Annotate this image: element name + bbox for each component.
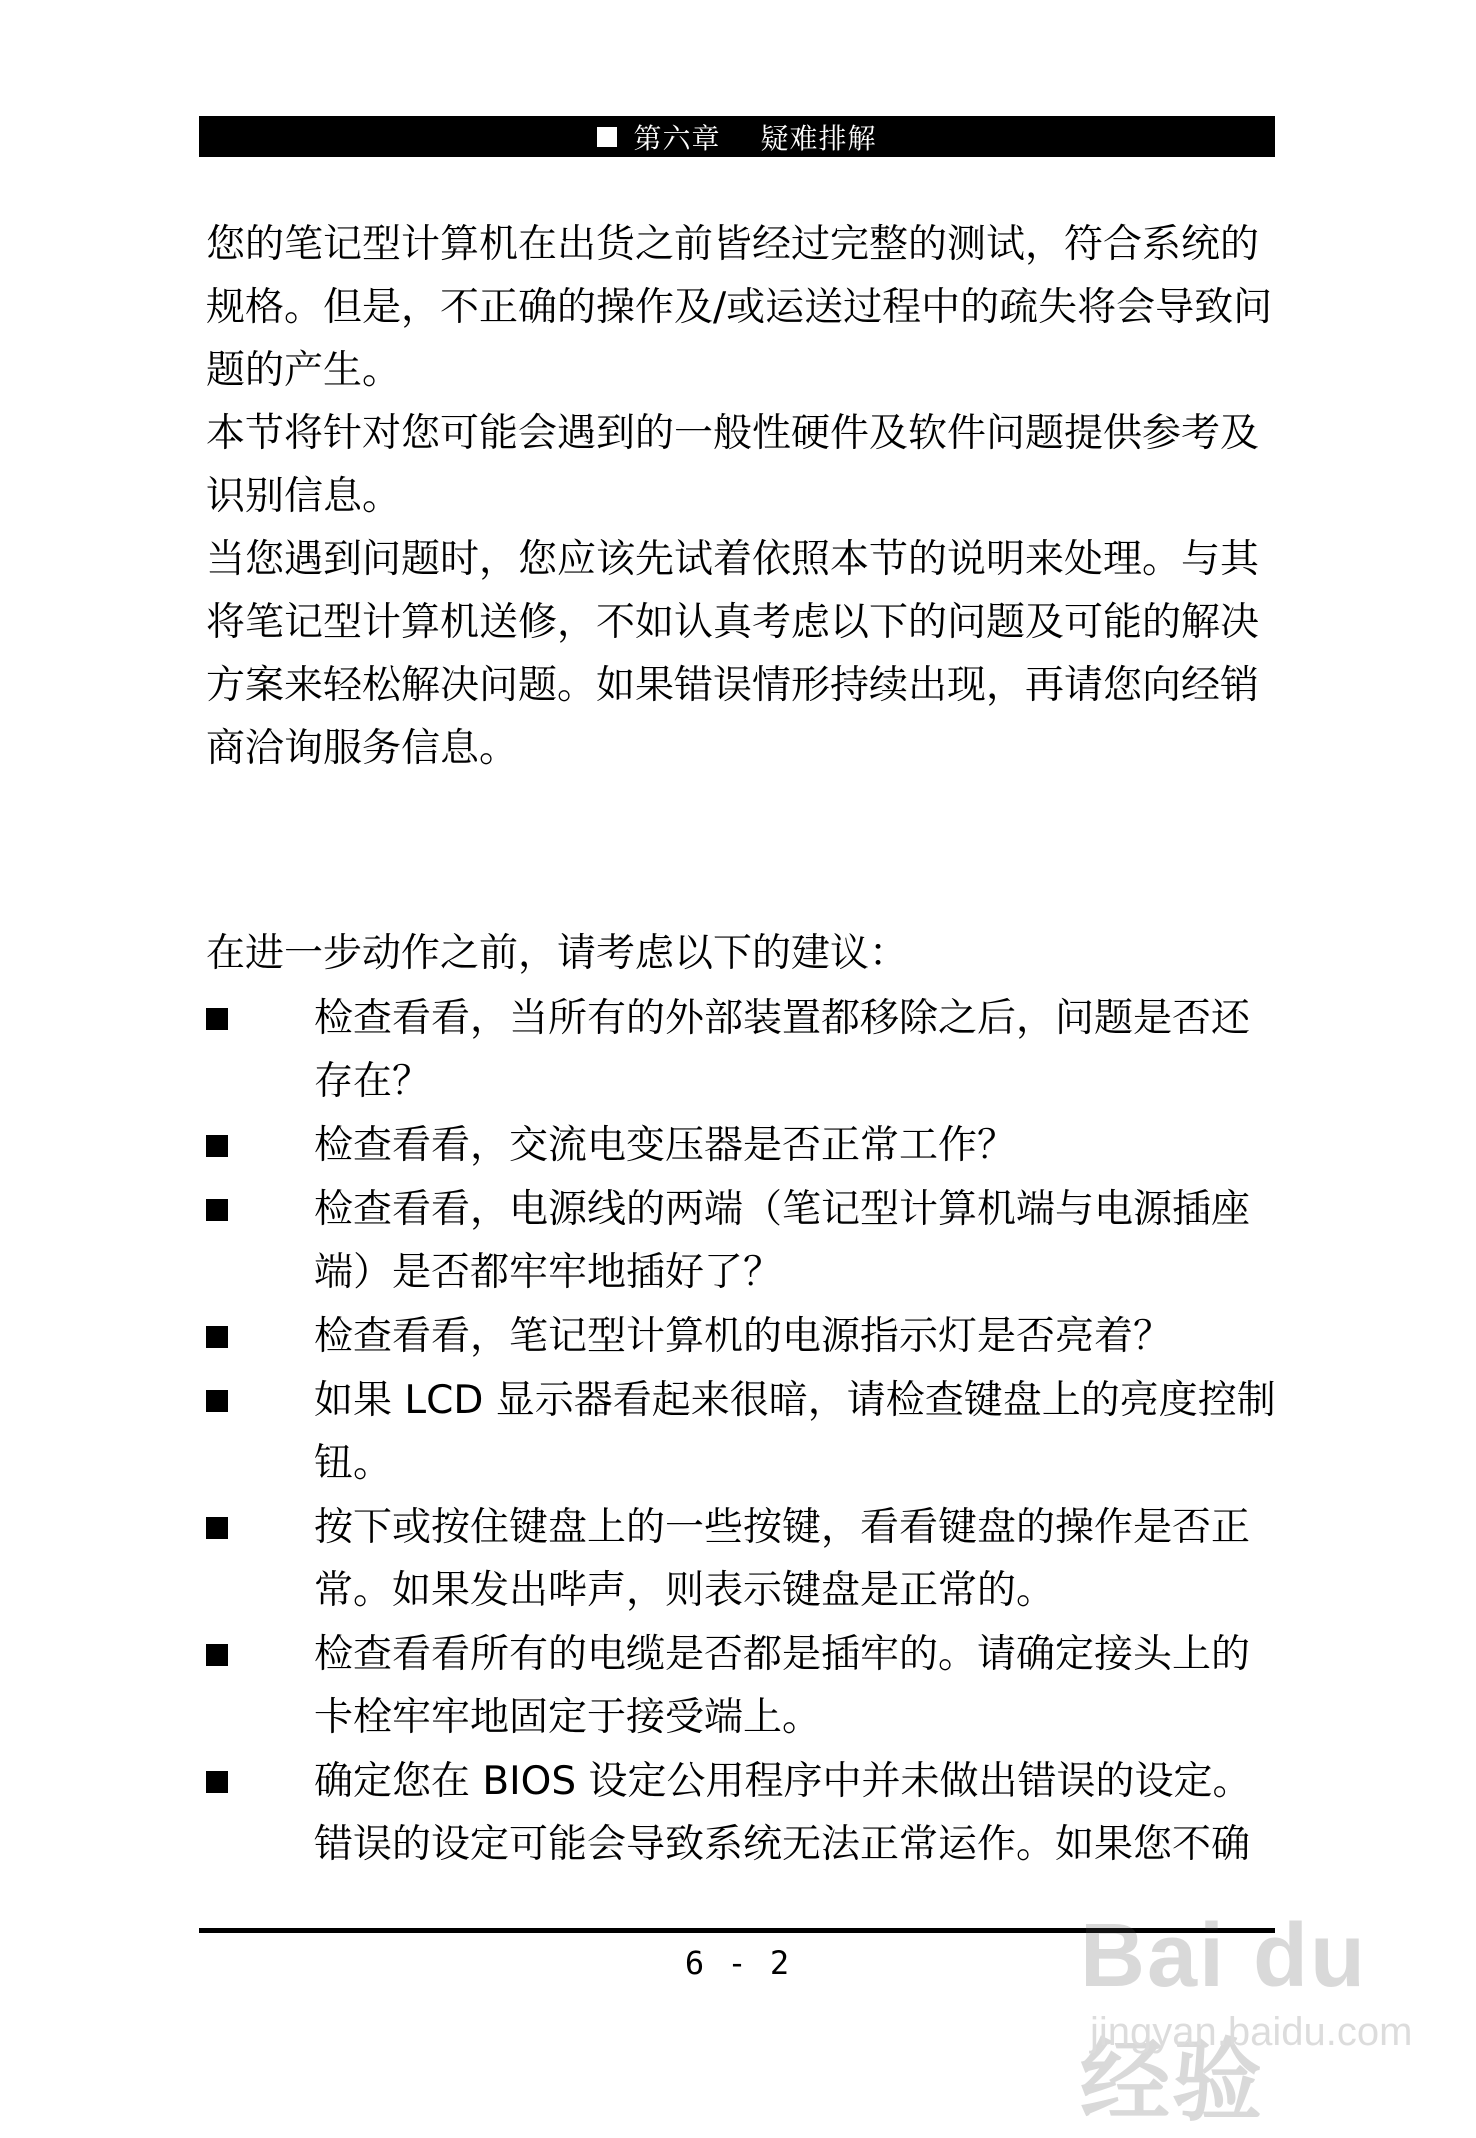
square-bullet-icon bbox=[206, 1644, 228, 1666]
list-item-text: 检查看看，笔记型计算机的电源指示灯是否亮着？ bbox=[314, 1314, 1173, 1359]
list-item-text: 如果 LCD 显示器看起来很暗，请检查键盘上的亮度控制钮。 bbox=[314, 1378, 1276, 1486]
suggestions-list bbox=[206, 987, 1276, 1877]
square-bullet-icon bbox=[206, 1771, 228, 1793]
list-item bbox=[206, 1369, 1276, 1495]
list-item bbox=[206, 1305, 1276, 1368]
chapter-header-bar bbox=[199, 116, 1275, 157]
list-item bbox=[206, 1178, 1276, 1304]
list-item-text: 检查看看所有的电缆是否都是插牢的。请确定接头上的卡栓牢牢地固定于接受端上。 bbox=[314, 1632, 1251, 1740]
list-item bbox=[206, 1750, 1276, 1876]
intro-section bbox=[206, 213, 1276, 780]
square-bullet-icon bbox=[597, 127, 617, 147]
list-item bbox=[206, 1496, 1276, 1622]
square-bullet-icon bbox=[206, 1135, 228, 1157]
page-number: 6 - 2 bbox=[684, 1944, 792, 1982]
square-bullet-icon bbox=[206, 1326, 228, 1348]
intro-paragraph: 您的笔记型计算机在出货之前皆经过完整的测试，符合系统的规格。但是，不正确的操作及/或运送过程中的疏失将会导致问题的产生。 bbox=[206, 222, 1273, 393]
suggestions-lead: 在进一步动作之前，请考虑以下的建议： bbox=[206, 931, 909, 976]
footer-divider bbox=[199, 1928, 1275, 1933]
list-item-text: 检查看看，交流电变压器是否正常工作？ bbox=[314, 1123, 1017, 1168]
list-item-text: 确定您在 BIOS 设定公用程序中并未做出错误的设定。错误的设定可能会导致系统无法正常运作。如果您不确 bbox=[314, 1759, 1252, 1867]
chapter-number: 第六章 bbox=[633, 121, 721, 155]
chapter-title: 疑难排解 bbox=[760, 121, 877, 155]
square-bullet-icon bbox=[206, 1008, 228, 1030]
list-item-text: 检查看看，当所有的外部装置都移除之后，问题是否还存在？ bbox=[314, 996, 1251, 1104]
intro-paragraph: 当您遇到问题时，您应该先试着依照本节的说明来处理。与其将笔记型计算机送修，不如认真考虑以下的问题及可能的解决方案来轻松解决问题。如果错误情形持续出现，再请您向经销商洽询服务信息。 bbox=[206, 537, 1260, 771]
list-item bbox=[206, 1114, 1276, 1177]
list-item-text: 检查看看，电源线的两端（笔记型计算机端与电源插座端）是否都牢牢地插好了？ bbox=[314, 1187, 1251, 1295]
watermark-url: jingyan.baidu.com bbox=[1090, 2010, 1413, 2054]
watermark-logo: Bai du 经验 bbox=[1080, 1906, 1368, 2132]
square-bullet-icon bbox=[206, 1199, 228, 1221]
square-bullet-icon bbox=[206, 1390, 228, 1412]
intro-paragraph: 本节将针对您可能会遇到的一般性硬件及软件问题提供参考及识别信息。 bbox=[206, 411, 1260, 519]
list-item-text: 按下或按住键盘上的一些按键，看看键盘的操作是否正常。如果发出哔声，则表示键盘是正常的。 bbox=[314, 1505, 1251, 1613]
square-bullet-icon bbox=[206, 1517, 228, 1539]
list-item bbox=[206, 987, 1276, 1113]
list-item bbox=[206, 1623, 1276, 1749]
